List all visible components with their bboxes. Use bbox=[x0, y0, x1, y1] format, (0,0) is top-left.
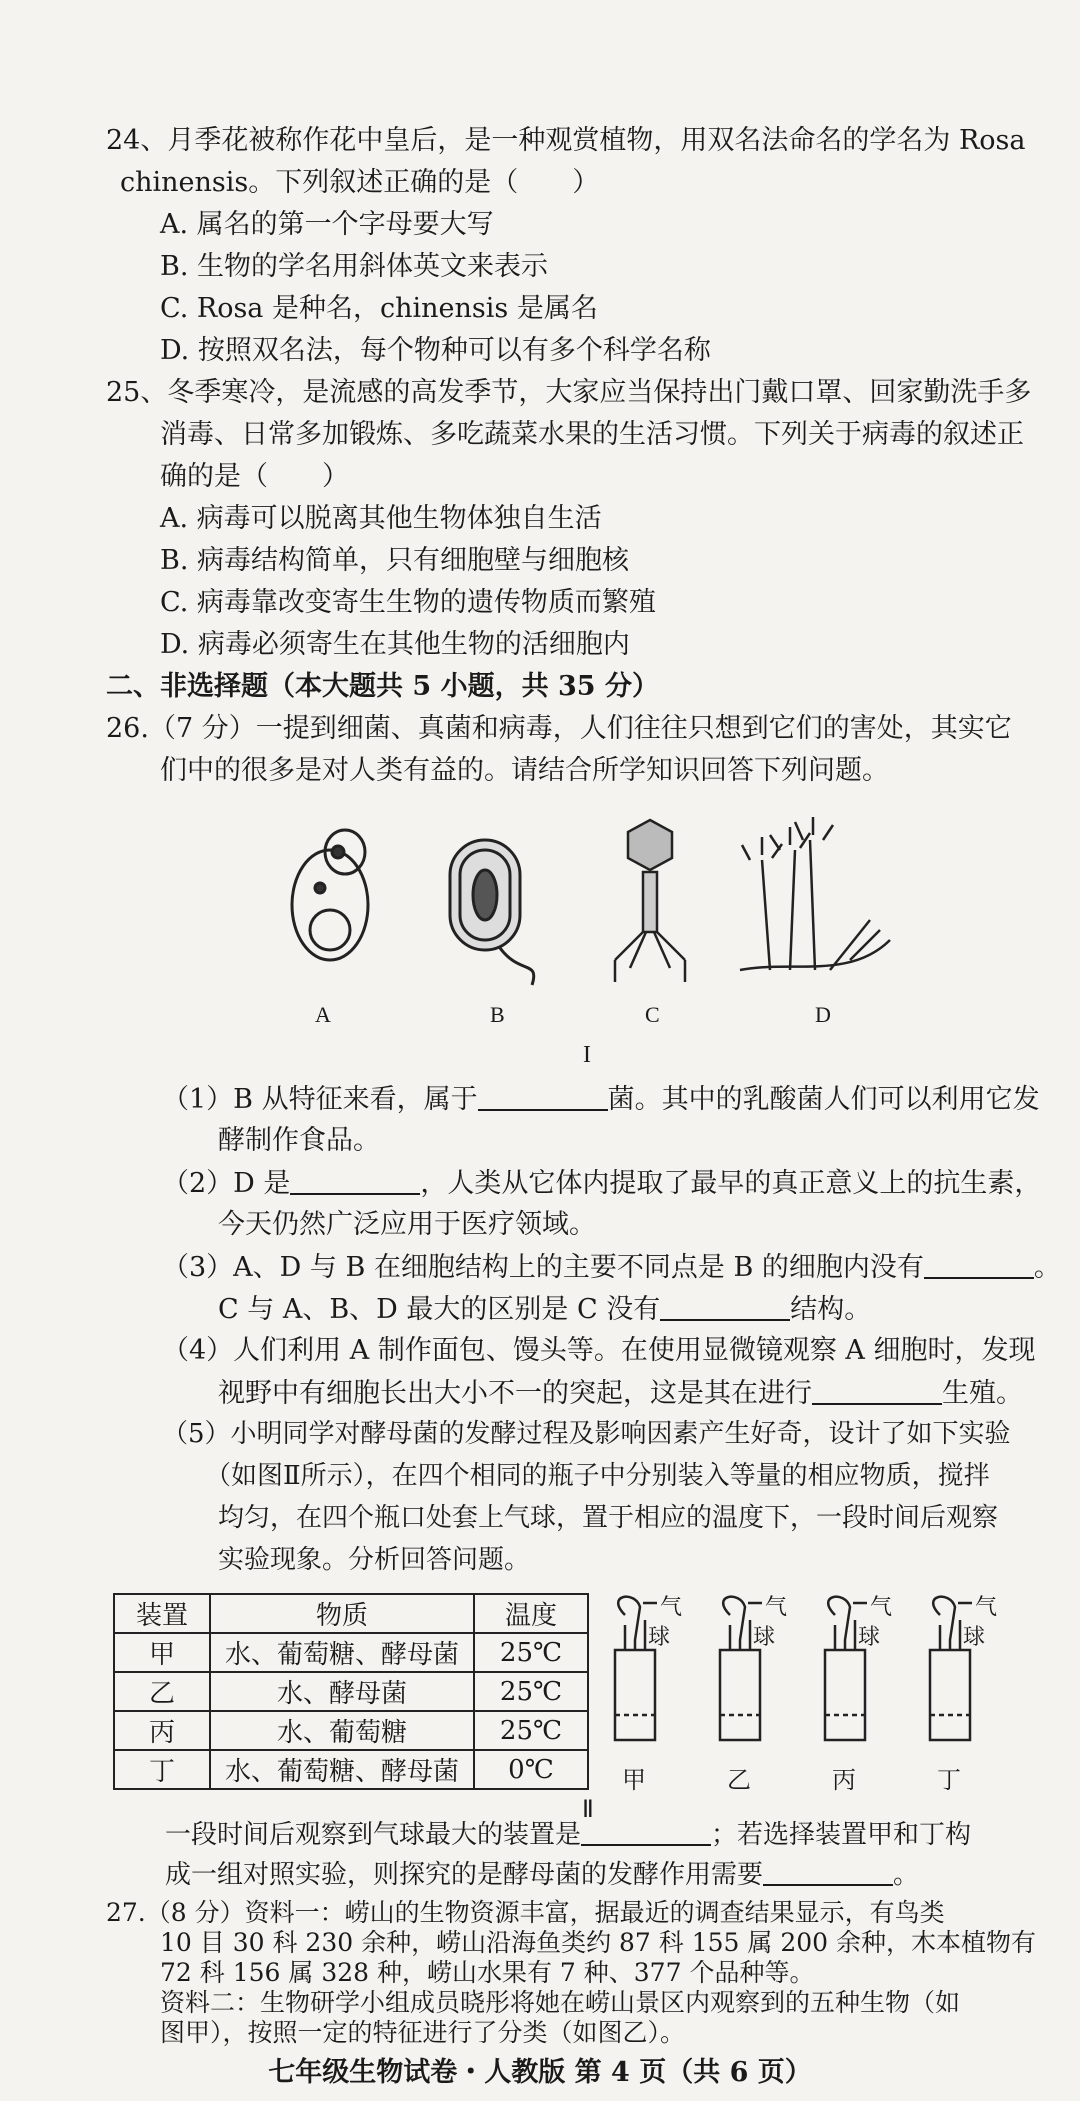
answer-blank-5[interactable] bbox=[812, 1377, 942, 1405]
q26-part5-answer1 bbox=[165, 1818, 971, 1851]
table-cell: 甲 bbox=[114, 1633, 210, 1672]
header-device: 装置 bbox=[114, 1594, 210, 1633]
bacterium-drawing bbox=[450, 840, 534, 985]
balloon-label-qiu: 球 bbox=[963, 1624, 986, 1649]
q26-part2-text: （2）D 是 bbox=[162, 1168, 291, 1199]
bottle-yi bbox=[720, 1597, 762, 1740]
q26-part2 bbox=[162, 1167, 1041, 1200]
answer-blank-4[interactable] bbox=[660, 1293, 790, 1321]
balloon-label-qi: 气 bbox=[765, 1594, 788, 1619]
q27-line5: 图甲），按照一定的特征进行了分类（如图乙）。 bbox=[160, 2018, 686, 2047]
q26-part3-text: （3）A、D 与 B 在细胞结构上的主要不同点是 B 的细胞内没有 bbox=[162, 1252, 924, 1283]
mold-drawing bbox=[740, 817, 890, 970]
answer-blank-2[interactable] bbox=[290, 1167, 420, 1195]
bottles-figure bbox=[595, 1585, 1015, 1750]
fig-label-b: B bbox=[490, 1002, 505, 1027]
q25-option-d: D. 病毒必须寄生在其他生物的活细胞内 bbox=[160, 629, 630, 660]
table-row bbox=[114, 1633, 588, 1672]
q26-part3-text-4: 结构。 bbox=[790, 1294, 872, 1325]
q25-option-c: C. 病毒靠改变寄生生物的遗传物质而繁殖 bbox=[160, 587, 656, 618]
q26-part3-cont bbox=[218, 1293, 871, 1326]
q24-line2: chinensis。下列叙述正确的是（ ） bbox=[120, 167, 600, 198]
balloon-label-qiu: 球 bbox=[648, 1624, 671, 1649]
q26-part2-cont: 今天仍然广泛应用于医疗领域。 bbox=[218, 1209, 596, 1240]
q24-option-c: C. Rosa 是种名，chinensis 是属名 bbox=[160, 293, 598, 324]
answer-blank-6[interactable] bbox=[581, 1818, 711, 1846]
balloon-label-qiu: 球 bbox=[858, 1624, 881, 1649]
experiment-table bbox=[113, 1593, 589, 1790]
answer-blank-3[interactable] bbox=[924, 1251, 1034, 1279]
q26-part1-cont: 酵制作食品。 bbox=[218, 1125, 380, 1156]
q25-line2: 消毒、日常多加锻炼、多吃蔬菜水果的生活习惯。下列关于病毒的叙述正 bbox=[160, 419, 1024, 450]
q26-part1 bbox=[162, 1083, 1040, 1116]
table-header-row bbox=[114, 1594, 588, 1633]
bottle-ding bbox=[930, 1597, 972, 1740]
phage-drawing bbox=[615, 820, 685, 982]
q27-line1: 27.（8 分）资料一：崂山的生物资源丰富，据最近的调查结果显示，有鸟类 bbox=[106, 1898, 945, 1927]
answer-blank-1[interactable] bbox=[478, 1083, 608, 1111]
q27-line4: 资料二：生物研学小组成员晓彤将她在崂山景区内观察到的五种生物（如 bbox=[160, 1988, 961, 2017]
table-cell: 0℃ bbox=[474, 1750, 588, 1789]
bottle-label-jia: 甲 bbox=[622, 1768, 646, 1794]
q26-part5-answer-text-2: ；若选择装置甲和丁构 bbox=[711, 1820, 972, 1850]
q24-option-d: D. 按照双名法，每个物种可以有多个科学名称 bbox=[160, 335, 711, 366]
q26-part2-text-2: ，人类从它体内提取了最早的真正意义上的抗生素， bbox=[420, 1168, 1042, 1199]
q26-part3-text-2: 。 bbox=[1033, 1252, 1061, 1283]
q25-option-a: A. 病毒可以脱离其他生物体独自生活 bbox=[160, 503, 602, 534]
q26-part5-line2: （如图Ⅱ所示），在四个相同的瓶子中分别装入等量的相应物质，搅拌 bbox=[205, 1461, 990, 1491]
fig-label-a: A bbox=[315, 1002, 331, 1027]
balloon-label-qi: 气 bbox=[975, 1594, 998, 1619]
q26-part3 bbox=[162, 1251, 1061, 1284]
q26-part5-answer2 bbox=[165, 1858, 919, 1891]
table-cell: 丁 bbox=[114, 1750, 210, 1789]
q24-option-a: A. 属名的第一个字母要大写 bbox=[160, 209, 494, 240]
bottle-label-ding: 丁 bbox=[937, 1768, 961, 1794]
balloon-label-qi: 气 bbox=[870, 1594, 893, 1619]
q25-option-b: B. 病毒结构简单，只有细胞壁与细胞核 bbox=[160, 545, 630, 576]
q26-line2: 们中的很多是对人类有益的。请结合所学知识回答下列问题。 bbox=[160, 755, 889, 786]
bottle-label-yi: 乙 bbox=[727, 1768, 751, 1794]
q26-line1: 26.（7 分）一提到细菌、真菌和病毒，人们往往只想到它们的害处，其实它 bbox=[106, 713, 1012, 744]
table-cell: 25℃ bbox=[474, 1672, 588, 1711]
q26-part3-text-3: C 与 A、B、D 最大的区别是 C 没有 bbox=[218, 1294, 661, 1325]
table-cell: 水、葡萄糖、酵母菌 bbox=[210, 1750, 474, 1789]
balloon-label-qi: 气 bbox=[660, 1594, 683, 1619]
table-cell: 水、葡萄糖 bbox=[210, 1711, 474, 1750]
fig-label-c: C bbox=[645, 1002, 660, 1027]
q24-line1: 24、月季花被称作花中皇后，是一种观赏植物，用双名法命名的学名为 Rosa bbox=[106, 125, 1026, 156]
page-footer: 七年级生物试卷・人教版 第 4 页（共 6 页） bbox=[268, 2057, 812, 2088]
table-cell: 25℃ bbox=[474, 1633, 588, 1672]
answer-blank-7[interactable] bbox=[763, 1858, 893, 1886]
q26-part5-line3: 均匀，在四个瓶口处套上气球，置于相应的温度下，一段时间后观察 bbox=[218, 1503, 999, 1533]
fig-label-d: D bbox=[815, 1002, 831, 1027]
q26-part5-line4: 实验现象。分析回答问题。 bbox=[218, 1545, 531, 1575]
q24-option-b: B. 生物的学名用斜体英文来表示 bbox=[160, 251, 549, 282]
q27-line3: 72 科 156 属 328 种，崂山水果有 7 种、377 个品种等。 bbox=[160, 1958, 815, 1987]
balloon-label-qiu: 球 bbox=[753, 1624, 776, 1649]
q26-part4-cont bbox=[218, 1377, 1023, 1410]
table-cell: 水、酵母菌 bbox=[210, 1672, 474, 1711]
q26-part4-text-2: 生殖。 bbox=[942, 1378, 1023, 1409]
q26-part1-text: （1）B 从特征来看，属于 bbox=[162, 1084, 478, 1115]
table-cell: 丙 bbox=[114, 1711, 210, 1750]
table-row bbox=[114, 1672, 588, 1711]
figure-2-caption: Ⅱ bbox=[582, 1797, 594, 1823]
q26-part5-answer-text-3: 成一组对照实验，则探究的是酵母菌的发酵作用需要 bbox=[165, 1860, 764, 1890]
q26-part5-answer-text-4: 。 bbox=[893, 1860, 920, 1890]
table-cell: 乙 bbox=[114, 1672, 210, 1711]
q26-part5-line1: （5）小明同学对酵母菌的发酵过程及影响因素产生好奇，设计了如下实验 bbox=[162, 1419, 1011, 1449]
bottle-jia bbox=[615, 1597, 657, 1740]
header-temperature: 温度 bbox=[474, 1594, 588, 1633]
bottle-bing bbox=[825, 1597, 867, 1740]
q26-part4: （4）人们利用 A 制作面包、馒头等。在使用显微镜观察 A 细胞时，发现 bbox=[162, 1335, 1036, 1366]
table-row bbox=[114, 1711, 588, 1750]
header-substance: 物质 bbox=[210, 1594, 474, 1633]
q26-part5-answer-text: 一段时间后观察到气球最大的装置是 bbox=[165, 1820, 582, 1850]
figure-1-caption: I bbox=[583, 1042, 591, 1068]
section-heading: 二、非选择题（本大题共 5 小题，共 35 分） bbox=[106, 671, 659, 702]
q27-line2: 10 目 30 科 230 余种，崂山沿海鱼类约 87 科 155 属 200 余种，木本植物有 bbox=[160, 1928, 1037, 1957]
q25-line3: 确的是（ ） bbox=[160, 461, 349, 492]
q25-line1: 25、冬季寒冷，是流感的高发季节，大家应当保持出门戴口罩、回家勤洗手多 bbox=[106, 377, 1032, 408]
q26-part4-text: 视野中有细胞长出大小不一的突起，这是其在进行 bbox=[218, 1378, 812, 1409]
table-cell: 25℃ bbox=[474, 1711, 588, 1750]
yeast-drawing bbox=[292, 830, 368, 960]
q26-part1-text-2: 菌。其中的乳酸菌人们可以利用它发 bbox=[607, 1084, 1040, 1115]
table-row bbox=[114, 1750, 588, 1789]
microbe-figure bbox=[270, 810, 910, 990]
table-cell: 水、葡萄糖、酵母菌 bbox=[210, 1633, 474, 1672]
bottle-label-bing: 丙 bbox=[832, 1768, 856, 1794]
